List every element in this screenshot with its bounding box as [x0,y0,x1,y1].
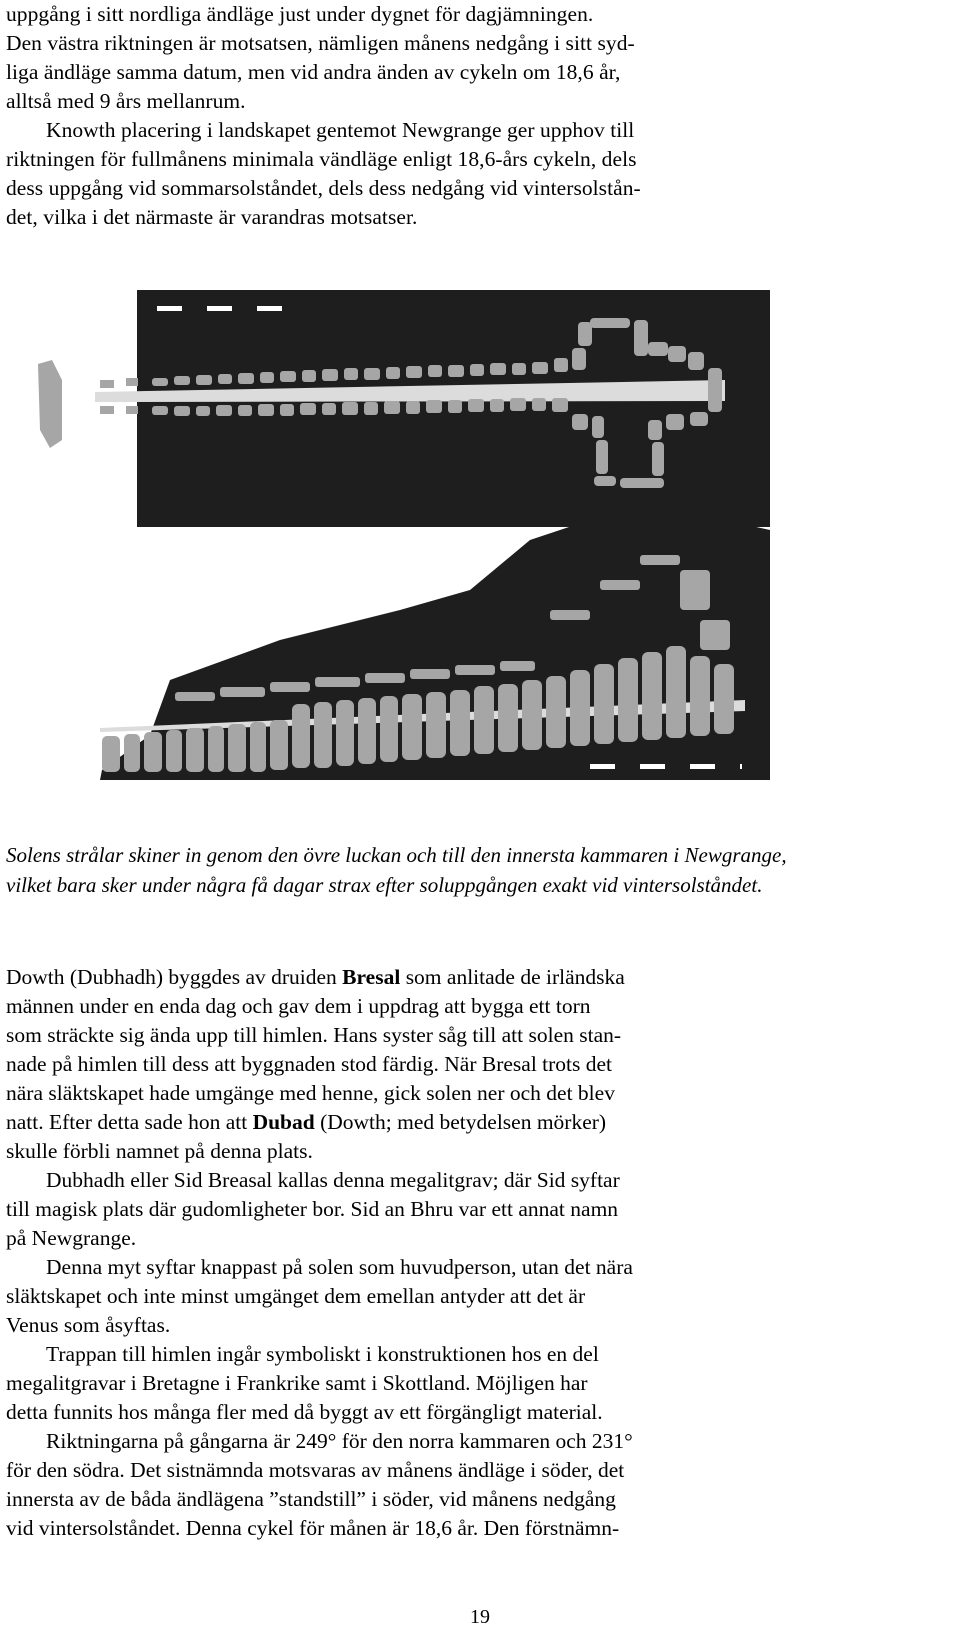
text-line: till magisk plats där gudomligheter bor. Sid an Bhru var ett annat namn [6,1197,619,1221]
page-number: 19 [470,1606,490,1628]
text-line: nade på himlen till dess att byggnaden stod färdig. När Bresal trots det [6,1052,613,1076]
text-line: släktskapet och inte minst umgänget dem emellan antyder att det är [6,1284,586,1308]
name-dubad: Dubad [252,1110,315,1134]
text-line: liga ändläge samma datum, men vid andra änden av cykeln om 18,6 år, [6,60,621,84]
text-line: innersta av de båda ändlägena ”standstill” i söder, vid månens nedgång [6,1487,616,1511]
caption-line: vilket bara sker under några få dagar strax efter soluppgången exakt vid vintersolståndet. [6,873,763,897]
text-line: Dubhadh eller Sid Breasal kallas denna megalitgrav; där Sid syftar [46,1168,620,1192]
text-line: riktningen för fullmånens minimala vändläge enligt 18,6-års cykeln, dels [6,147,637,171]
text-line: för den södra. Det sistnämnda motsvaras av månens ändläge i söder, det [6,1458,625,1482]
text-line: som sträckte sig ända upp till himlen. Hans syster såg till att solen stan- [6,1023,622,1047]
text-line: skulle förbli namnet på denna plats. [6,1139,313,1163]
text-line: megalitgravar i Bretagne i Frankrike samt i Skottland. Möjligen har [6,1371,588,1395]
text-line: Denna myt syftar knappast på solen som huvudperson, utan det nära [46,1255,633,1279]
text-line: Riktningarna på gångarna är 249° för den norra kammaren och 231° [46,1429,633,1453]
passage-plan [38,290,770,527]
text-run: (Dowth; med betydelsen mörker) [314,1110,607,1134]
text-line: dess uppgång vid sommarsolståndet, dels dess nedgång vid vintersolstån- [6,176,641,200]
caption-line: Solens strålar skiner in genom den övre luckan och till den innersta kammaren i Newgrange, [6,843,787,867]
text-line [6,963,946,992]
passage-section [100,510,770,780]
text-run: som anlitade de irländska [400,965,625,989]
text-line: Venus som åsyftas. [6,1313,171,1337]
text-line: Knowth placering i landskapet gentemot Newgrange ger upphov till [46,118,635,142]
name-bresal: Bresal [342,965,401,989]
text-line: männen under en enda dag och gav dem i uppdrag att bygga ett torn [6,994,591,1018]
text-line [6,1108,946,1137]
figure-caption [6,840,946,900]
text-line: alltså med 9 års mellanrum. [6,89,246,113]
intro-text [6,0,946,232]
text-line: Den västra riktningen är motsatsen, nämligen månens nedgång i sitt syd- [6,31,635,55]
text-run: Dowth (Dubhadh) byggdes av druiden [6,965,343,989]
text-line: på Newgrange. [6,1226,137,1250]
text-line: vid vintersolståndet. Denna cykel för månen är 18,6 år. Den förstnämn- [6,1516,620,1540]
text-line: det, vilka i det närmaste är varandras motsatser. [6,205,418,229]
text-line: nära släktskapet hade umgänge med henne, gick solen ner och det blev [6,1081,615,1105]
text-line: Trappan till himlen ingår symboliskt i konstruktionen hos en del [46,1342,599,1366]
text-line: detta funnits hos många fler med då byggt av ett förgängligt material. [6,1400,603,1424]
newgrange-figure [0,280,960,820]
text-line: uppgång i sitt nordliga ändläge just under dygnet för dagjämningen. [6,2,594,26]
text-run: natt. Efter detta sade hon att [6,1110,253,1134]
body-text [6,963,946,1543]
